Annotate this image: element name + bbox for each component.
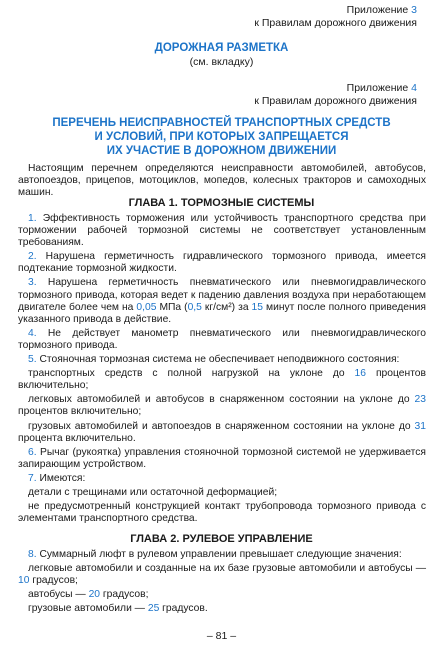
- degree-value: 25: [147, 603, 160, 615]
- appendix-label: Приложение: [346, 4, 409, 16]
- paragraph-text: Нарушена герметичность гидравлического тормозного привода, имеется подтекание тормозной жидкости.: [18, 251, 426, 275]
- slope-value: 16: [354, 368, 366, 380]
- marking-note: (см. вкладку): [189, 56, 254, 68]
- paragraph-number: 8.: [28, 549, 37, 560]
- appendix-number: 3: [411, 4, 417, 16]
- list-title-line-1: ПЕРЕЧЕНЬ НЕИСПРАВНОСТЕЙ ТРАНСПОРТНЫХ СРЕДСТВ: [52, 117, 391, 129]
- paragraph-number: 4.: [28, 327, 37, 339]
- page-number: – 81 –: [206, 630, 237, 642]
- paragraph-text: легковых автомобилей и автобусов в снаряженном состоянии на уклоне до: [28, 394, 415, 406]
- paragraph-text: Рычаг (рукоятка) управления стояночной тормозной системой не удерживается запирающим устройством.: [18, 446, 426, 470]
- paragraph-text: легковые автомобили и созданные на их базе грузовые автомобили и автобусы —: [28, 563, 426, 575]
- paragraph-text: Эффективность торможения или устойчивость транспортного средства при торможении рабочей тормозной системы не соответствует установленным требованиям.: [18, 213, 426, 249]
- paragraph-text: грузовых автомобилей и автопоездов в снаряженном состоянии на уклоне до: [28, 420, 415, 432]
- paragraph-6: [18, 447, 426, 471]
- paragraph-7: [18, 473, 426, 485]
- paragraph-text: процентов включительно;: [18, 406, 142, 418]
- appendix-3-header: [254, 4, 417, 29]
- paragraph-7a: детали с трещинами или остаточной деформацией;: [28, 486, 278, 498]
- paragraph-5c: [18, 421, 426, 445]
- paragraph-text: градусов.: [159, 603, 208, 615]
- appendix-subtitle: к Правилам дорожного движения: [254, 94, 417, 107]
- paragraph-text: Стояночная тормозная система не обеспечивает неподвижного состояния:: [36, 354, 400, 366]
- list-title-line-2: И УСЛОВИЙ, ПРИ КОТОРЫХ ЗАПРЕЩАЕТСЯ: [94, 131, 349, 143]
- degree-value: 20: [88, 589, 101, 601]
- slope-value: 23: [414, 394, 426, 406]
- paragraph-text: Имеются:: [36, 472, 86, 484]
- degree-value: 10: [18, 575, 30, 587]
- paragraph-number: 1.: [28, 213, 37, 224]
- appendix-number: 4: [411, 82, 417, 94]
- paragraph-number: 3.: [28, 277, 37, 289]
- appendix-subtitle: к Правилам дорожного движения: [254, 16, 417, 29]
- minutes-value: 15: [251, 301, 264, 313]
- chapter-1-body: [18, 213, 426, 527]
- pressure-value: 0,05: [136, 301, 157, 313]
- paragraph-text: Нарушена герметичность пневматического или пневмогидравлического тормозного привода, которая ведет к падению давления воздуха при неработающем двигателе более чем на: [18, 277, 426, 313]
- paragraph-text: МПа (: [156, 301, 188, 313]
- paragraph-text: градусов;: [29, 575, 78, 587]
- intro-paragraph: Настоящим перечнем определяются неисправности автомобилей, автобусов, автопоездов, прицепов, мотоциклов, мопедов, колесных тракторов и самоходных машин.: [18, 163, 426, 199]
- slope-value: 31: [414, 420, 426, 432]
- paragraph-5a: [18, 368, 426, 392]
- paragraph-8: [18, 549, 426, 561]
- chapter-1-title: ГЛАВА 1. ТОРМОЗНЫЕ СИСТЕМЫ: [128, 197, 315, 209]
- paragraph-text: автобусы —: [28, 589, 89, 601]
- paragraph-text: Суммарный люфт в рулевом управлении превышает следующие значения:: [36, 549, 402, 560]
- paragraph-2: [18, 251, 426, 275]
- paragraph-8a: [18, 563, 426, 587]
- paragraph-5b: [18, 394, 426, 418]
- paragraph-number: 2.: [28, 251, 37, 263]
- paragraph-text: Не действует манометр пневматического или пневмогидравлического тормозного привода.: [18, 327, 426, 351]
- paragraph-number: 7.: [28, 472, 37, 484]
- paragraph-text: минут после полного приведения указанного привода в действие.: [18, 301, 426, 325]
- paragraph-text: транспортных средств с полной нагрузкой на уклоне до: [28, 368, 355, 380]
- intro-block: [18, 163, 426, 201]
- paragraph-text: кг/см²) за: [201, 301, 252, 313]
- paragraph-5: [18, 354, 426, 366]
- paragraph-text: процента включительно.: [18, 432, 136, 444]
- paragraph-7b: не предусмотренный конструкцией контакт трубопровода тормозного привода с элементами транспортного средства.: [18, 501, 426, 525]
- paragraph-text: процентов включительно;: [18, 368, 426, 392]
- pressure-value-kgf: 0,5: [187, 301, 202, 313]
- paragraph-number: 6.: [28, 446, 37, 458]
- paragraph-text: градусов;: [100, 589, 149, 601]
- list-title-line-3: ИХ УЧАСТИЕ В ДОРОЖНОМ ДВИЖЕНИИ: [106, 145, 337, 157]
- paragraph-8c: [18, 603, 426, 615]
- paragraph-8b: [18, 589, 426, 601]
- appendix-4-header: [254, 82, 417, 107]
- chapter-2-body: [18, 549, 426, 617]
- paragraph-text: грузовые автомобили —: [28, 603, 148, 615]
- paragraph-1: [18, 213, 426, 249]
- chapter-2-title: ГЛАВА 2. РУЛЕВОЕ УПРАВЛЕНИЕ: [130, 533, 313, 545]
- paragraph-number: 5.: [28, 354, 37, 366]
- appendix-label: Приложение: [346, 82, 409, 94]
- paragraph-4: [18, 328, 426, 352]
- marking-title: ДОРОЖНАЯ РАЗМЕТКА: [154, 42, 289, 54]
- paragraph-3: [18, 277, 426, 325]
